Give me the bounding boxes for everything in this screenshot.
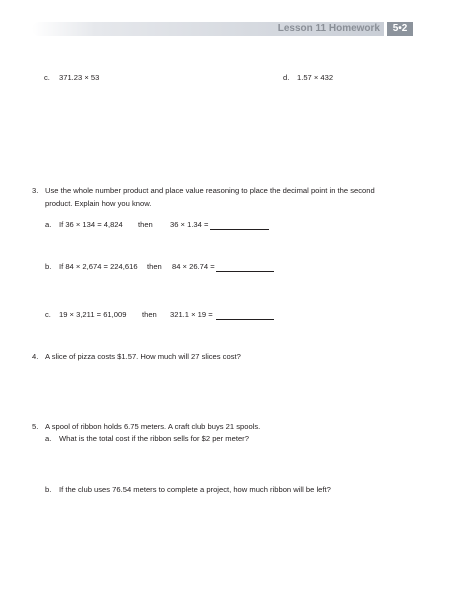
problem-3-instructions-line2: product. Explain how you know.	[45, 199, 152, 208]
problem-3c-expression: 321.1 × 19 =	[170, 310, 213, 319]
problem-3b-answer-blank[interactable]	[216, 271, 274, 272]
problem-3b-label: b.	[45, 262, 52, 271]
problem-4-number: 4.	[32, 352, 39, 361]
problem-3c-given: 19 × 3,211 = 61,009	[59, 310, 127, 319]
problem-3a-given: If 36 × 134 = 4,824	[59, 220, 123, 229]
problem-2c-label: c.	[44, 73, 50, 82]
lesson-title: Lesson 11 Homework	[277, 23, 380, 34]
problem-5-text: A spool of ribbon holds 6.75 meters. A craft club buys 21 spools.	[45, 422, 261, 431]
problem-3b-given: If 84 × 2,674 = 224,616	[59, 262, 138, 271]
problem-3a-answer-blank[interactable]	[210, 229, 269, 230]
problem-3c-label: c.	[45, 310, 51, 319]
problem-5a-text: What is the total cost if the ribbon sells for $2 per meter?	[59, 434, 249, 443]
problem-5b-text: If the club uses 76.54 meters to complete a project, how much ribbon will be left?	[59, 485, 331, 494]
problem-2d-expression: 1.57 × 432	[297, 73, 334, 82]
problem-5a-label: a.	[45, 434, 52, 443]
problem-5-number: 5.	[32, 422, 39, 431]
problem-5b-label: b.	[45, 485, 52, 494]
problem-3c-answer-blank[interactable]	[216, 319, 274, 320]
problem-4-text: A slice of pizza costs $1.57. How much will 27 slices cost?	[45, 352, 241, 361]
problem-3a-label: a.	[45, 220, 52, 229]
module-badge: 5•2	[387, 22, 413, 36]
problem-3a-expression: 36 × 1.34 =	[170, 220, 209, 229]
problem-2c-expression: 371.23 × 53	[59, 73, 100, 82]
problem-2d-label: d.	[283, 73, 290, 82]
problem-3a-then: then	[138, 220, 153, 229]
problem-3-instructions-line1: Use the whole number product and place value reasoning to place the decimal point in the second	[45, 186, 375, 195]
problem-3c-then: then	[142, 310, 157, 319]
problem-3b-then: then	[147, 262, 162, 271]
problem-3b-expression: 84 × 26.74 =	[172, 262, 215, 271]
problem-3-number: 3.	[32, 186, 39, 195]
